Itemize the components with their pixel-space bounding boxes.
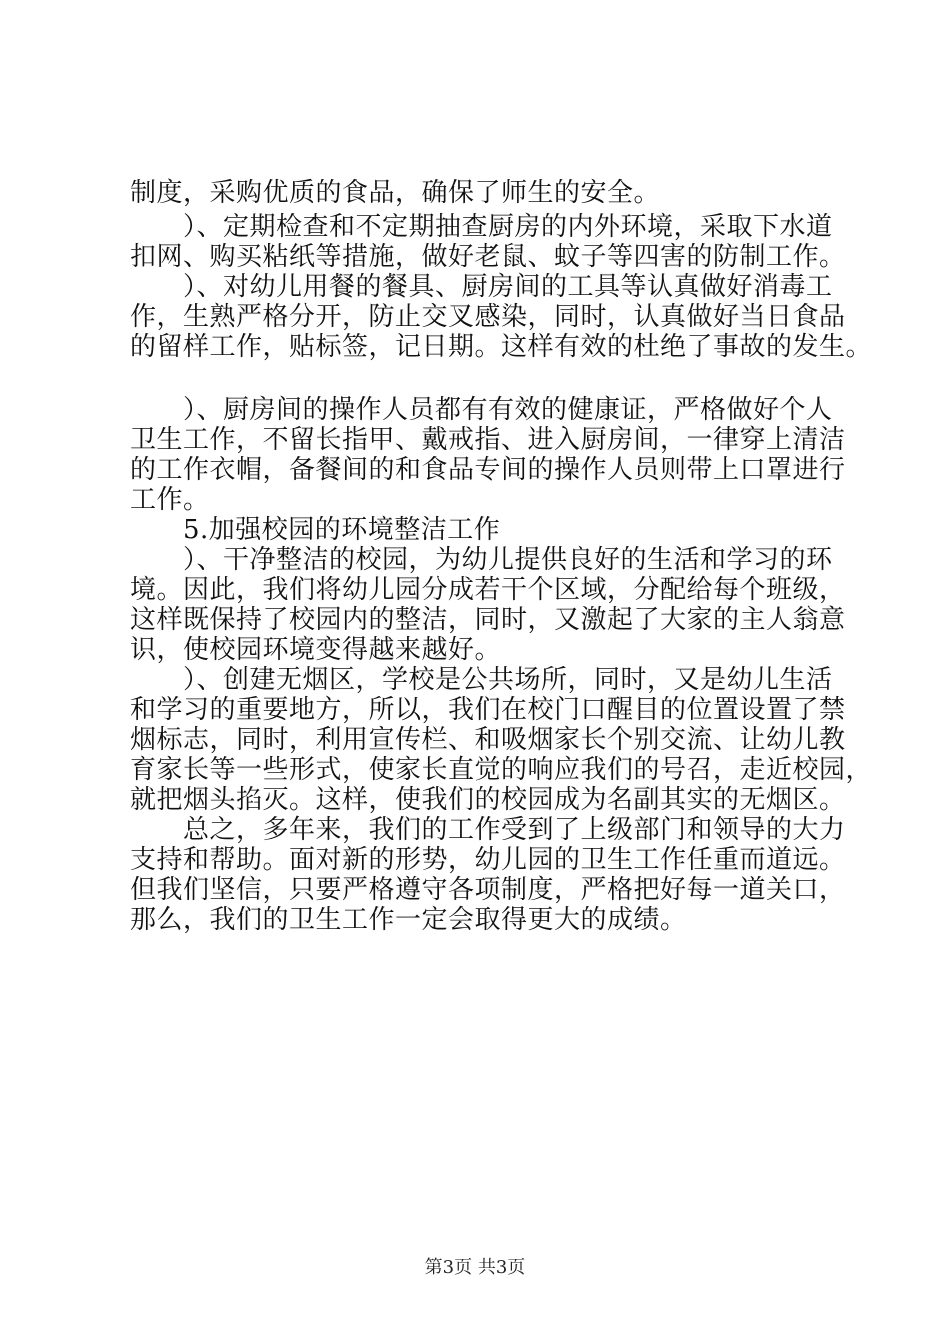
page-number-footer: 第3页 共3页: [424, 1257, 526, 1278]
body-text-line: 育家长等一些形式，使家长直觉的响应我们的号召，走近校园，: [130, 755, 873, 785]
body-text-line: ）、对幼儿用餐的餐具、厨房间的工具等认真做好消毒工: [130, 272, 833, 302]
body-text-line: 就把烟头掐灭。这样，使我们的校园成为名副其实的无烟区。: [130, 785, 846, 815]
body-text-line: 这样既保持了校园内的整洁，同时，又激起了大家的主人翁意: [130, 605, 846, 635]
body-text-line: 制度，采购优质的食品，确保了师生的安全。: [130, 178, 661, 208]
body-text-line: 的留样工作，贴标签，记日期。这样有效的杜绝了事故的发生。: [130, 332, 873, 362]
body-text-line: 但我们坚信，只要严格遵守各项制度，严格把好每一道关口，: [130, 875, 846, 905]
body-text-line: 作，生熟严格分开，防止交叉感染，同时，认真做好当日食品: [130, 302, 846, 332]
body-text-line: 卫生工作，不留长指甲、戴戒指、进入厨房间，一律穿上清洁: [130, 425, 846, 455]
body-text-line: ）、厨房间的操作人员都有有效的健康证，严格做好个人: [130, 395, 833, 425]
body-text-line: ）、干净整洁的校园，为幼儿提供良好的生活和学习的环: [130, 545, 833, 575]
body-text-line: 那么，我们的卫生工作一定会取得更大的成绩。: [130, 905, 687, 935]
body-text-line: 工作。: [130, 485, 210, 515]
body-text-line: 境。因此，我们将幼儿园分成若干个区域，分配给每个班级，: [130, 575, 846, 605]
body-text-line: 总之，多年来，我们的工作受到了上级部门和领导的大力: [130, 815, 846, 845]
body-text-line: 的工作衣帽，备餐间的和食品专间的操作人员则带上口罩进行: [130, 455, 846, 485]
body-text-line: 扣网、购买粘纸等措施，做好老鼠、蚊子等四害的防制工作。: [130, 242, 846, 272]
body-text-line: 支持和帮助。面对新的形势，幼儿园的卫生工作任重而道远。: [130, 845, 846, 875]
body-text-line: 识，使校园环境变得越来越好。: [130, 635, 502, 665]
body-text-line: 和学习的重要地方，所以，我们在校门口醒目的位置设置了禁: [130, 695, 846, 725]
section-heading: 5.加强校园的环境整洁工作: [130, 515, 501, 545]
body-text-line: 烟标志，同时，利用宣传栏、和吸烟家长个别交流、让幼儿教: [130, 725, 846, 755]
body-text-line: ）、定期检查和不定期抽查厨房的内外环境，采取下水道: [130, 212, 833, 242]
body-text-line: ）、创建无烟区，学校是公共场所，同时，又是幼儿生活: [130, 665, 833, 695]
